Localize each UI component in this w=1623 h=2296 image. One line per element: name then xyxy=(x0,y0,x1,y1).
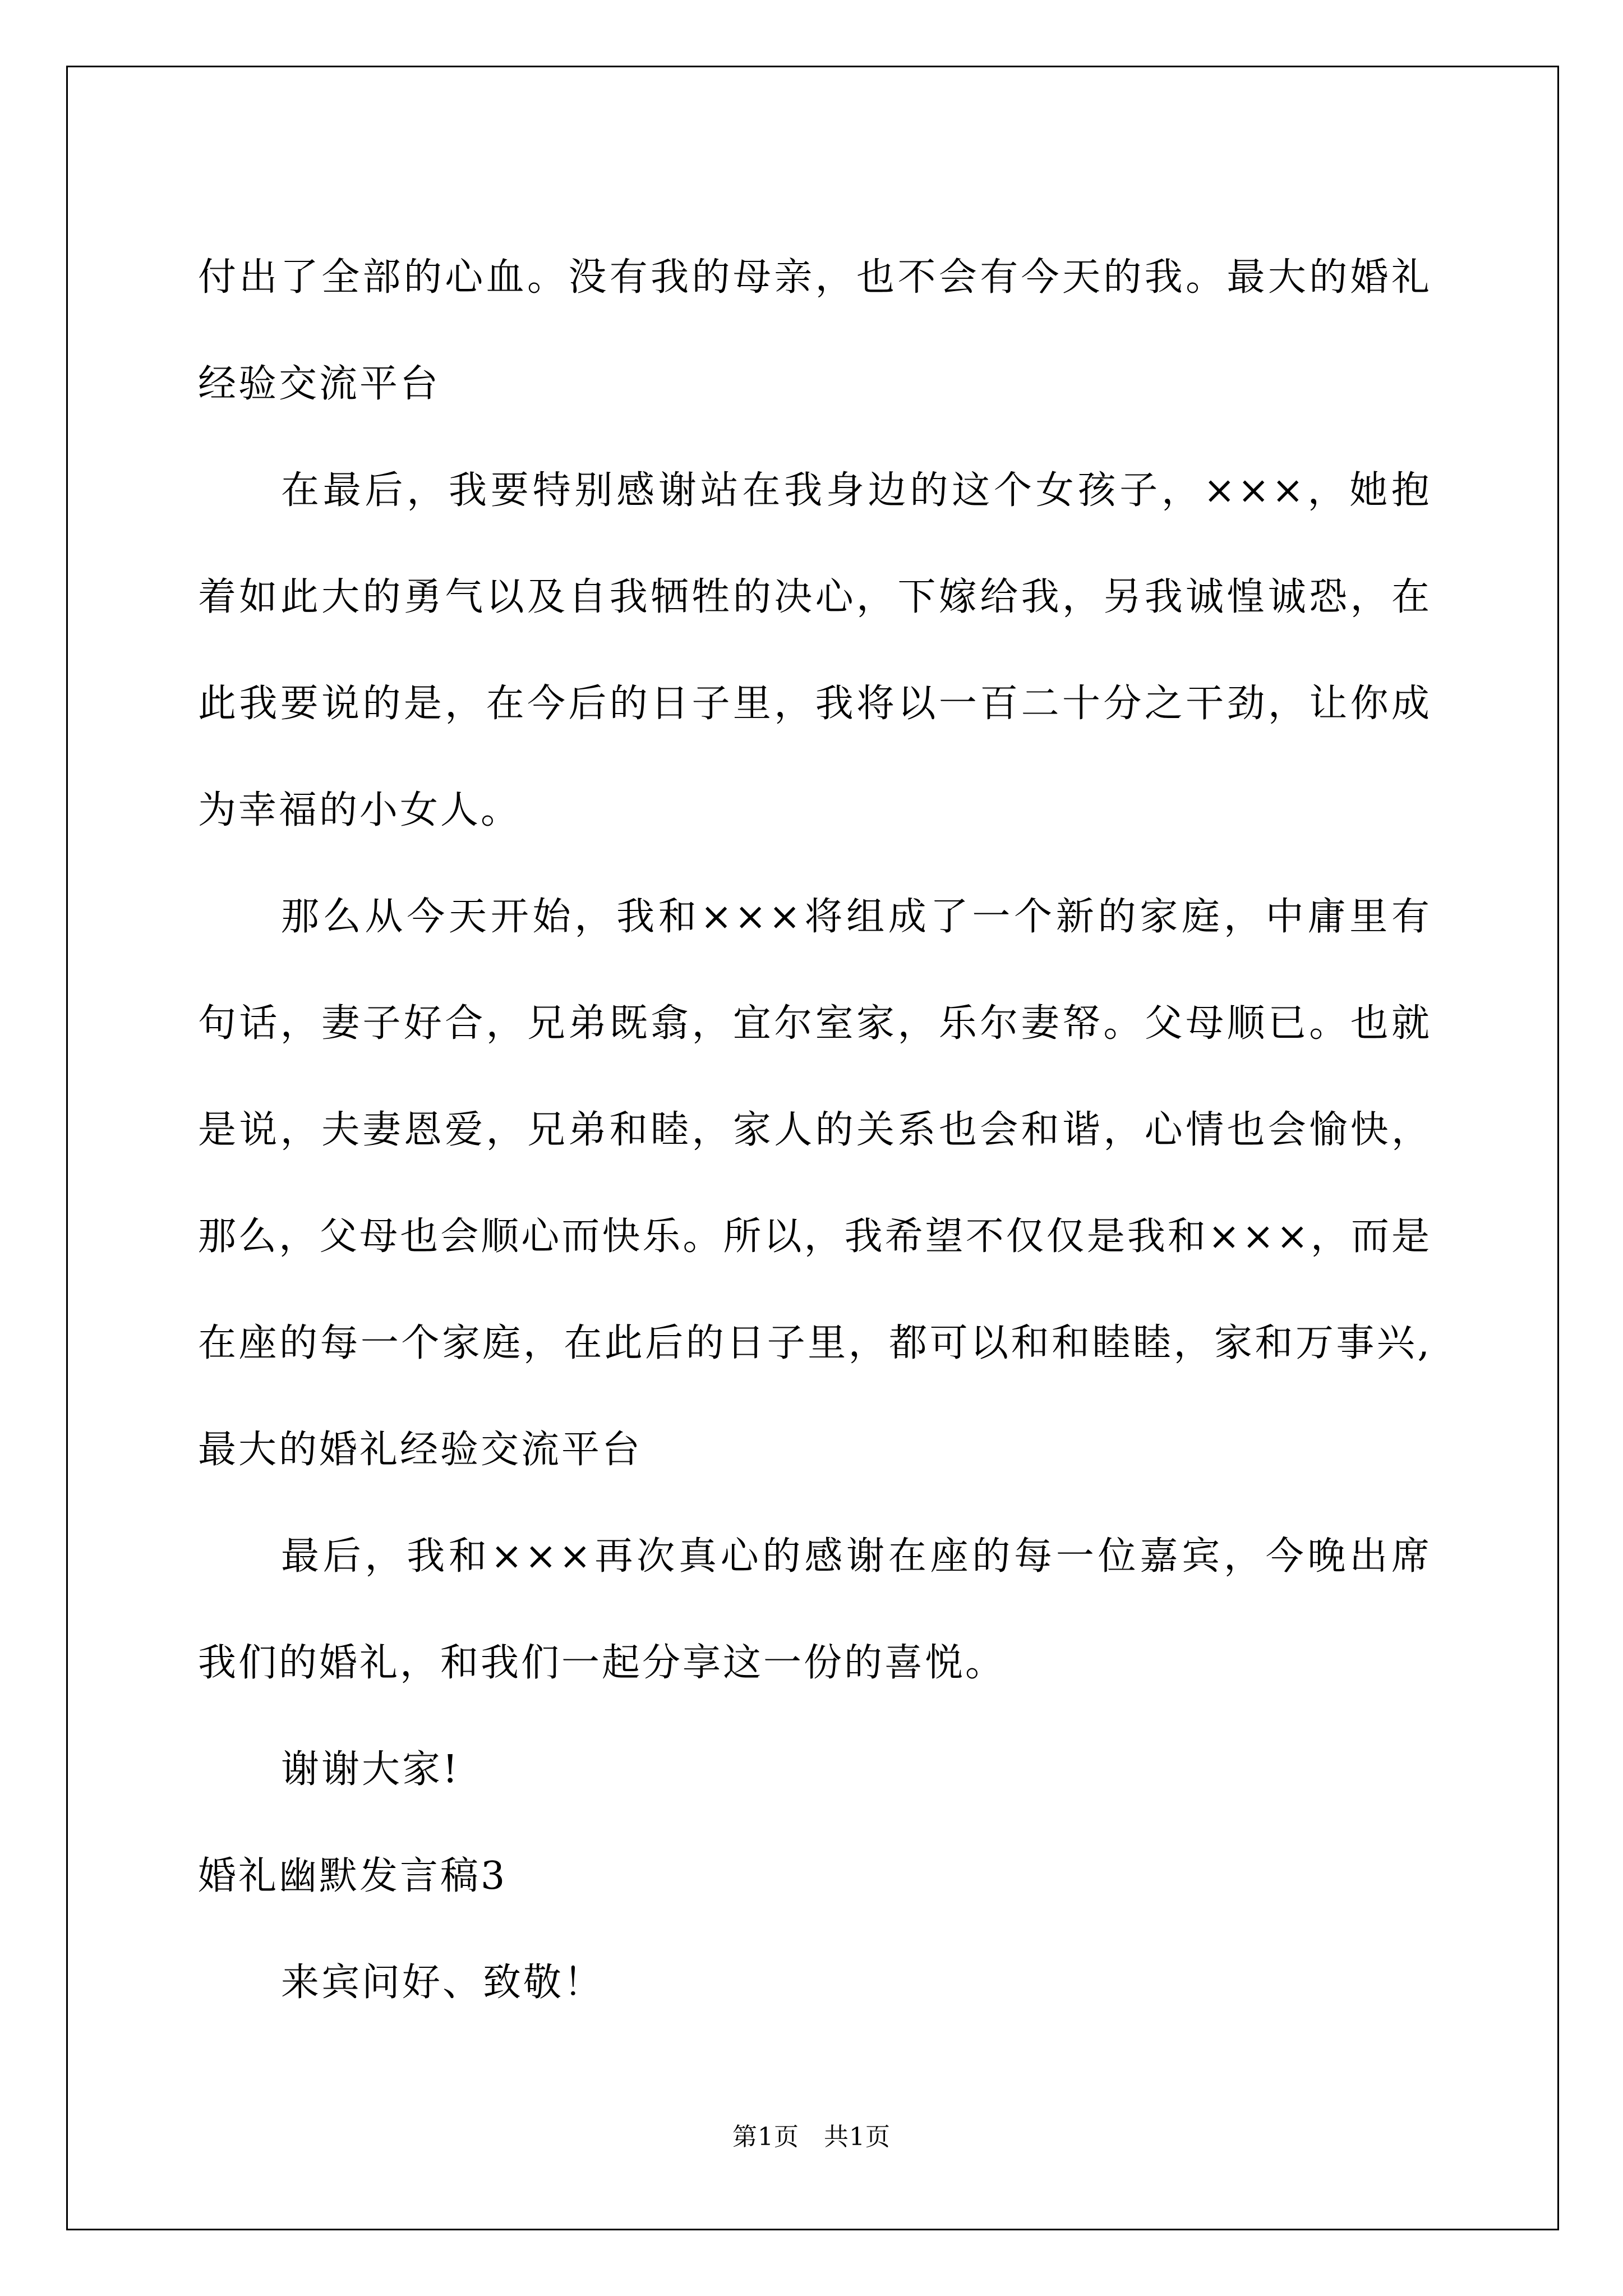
paragraph-3: 那么从今天开始，我和×××将组成了一个新的家庭，中庸里有句话，妻子好合，兄弟既翕，宜尔室家，乐尔妻帑。父母顺已。也就是说，夫妻恩爱，兄弟和睦，家人的关系也会和谐，心情也会愉快，那么，父母也会顺心而快乐。所以，我希望不仅仅是我和×××，而是在座的每一个家庭，在此后的日子里，都可以和和睦睦，家和万事兴,最大的婚礼经验交流平台 xyxy=(198,895,1432,1472)
section-heading: 婚礼幽默发言稿3 xyxy=(198,1854,508,1898)
paragraph-4: 最后，我和×××再次真心的感谢在座的每一位嘉宾，今晚出席我们的婚礼，和我们一起分享这一份的喜悦。 xyxy=(198,1534,1432,1685)
page-number-current: 第1页 xyxy=(732,2123,799,2151)
paragraph-1: 付出了全部的心血。没有我的母亲，也不会有今天的我。最大的婚礼经验交流平台 xyxy=(198,255,1432,406)
page-number-total: 共1页 xyxy=(824,2123,891,2151)
document-body xyxy=(198,224,1432,2036)
paragraph-2: 在最后，我要特别感谢站在我身边的这个女孩子，×××，她抱着如此大的勇气以及自我牺牲的决心，下嫁给我，另我诚惶诚恐，在此我要说的是，在今后的日子里，我将以一百二十分之干劲，让你成为幸福的小女人。 xyxy=(198,468,1432,832)
paragraph-5: 谢谢大家! xyxy=(281,1747,460,1792)
paragraph-6: 来宾问好、致敬！ xyxy=(281,1961,605,2005)
page-footer xyxy=(0,2120,1623,2154)
